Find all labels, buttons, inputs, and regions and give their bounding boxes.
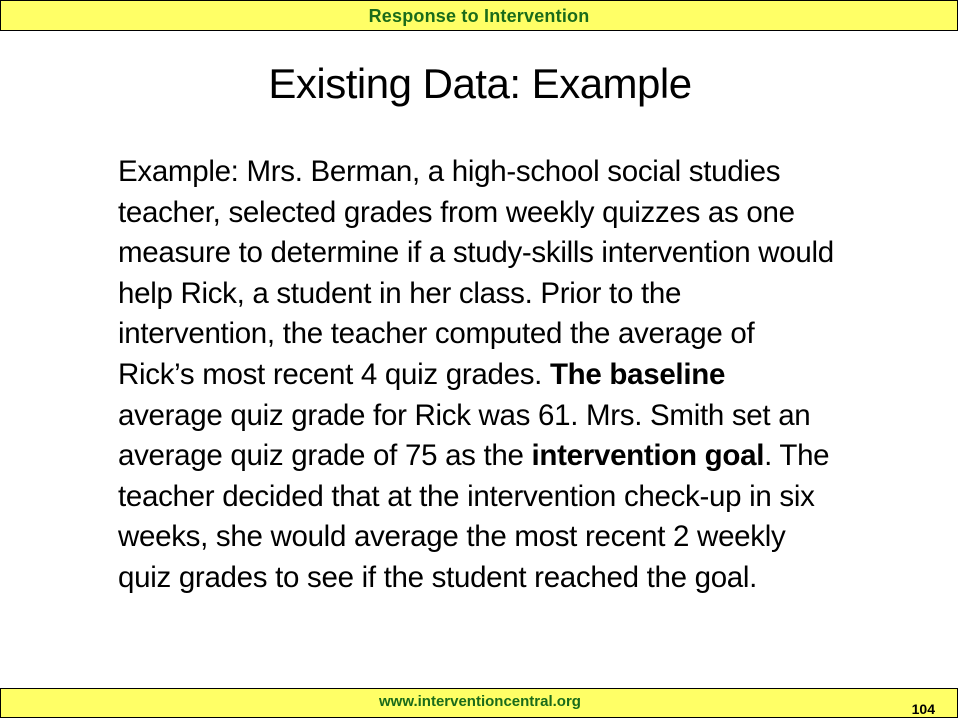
body-line xyxy=(118,274,918,315)
page-number: 104 xyxy=(911,701,935,717)
intervention-goal-emphasis: intervention goal xyxy=(531,439,765,473)
body-line xyxy=(118,152,918,193)
body-line xyxy=(118,558,918,599)
body-text-segment: Rick’s most recent 4 quiz grades. xyxy=(118,357,550,391)
slide-title: Existing Data: Example xyxy=(268,60,692,107)
footer-url: www.interventioncentral.org xyxy=(379,693,581,710)
baseline-emphasis: The baseline xyxy=(549,357,726,391)
header-bar xyxy=(0,0,958,31)
body-text-segment: weeks, she would average the most recent 2 weekly xyxy=(118,520,786,554)
footer-bar xyxy=(0,688,958,718)
body-line xyxy=(118,233,918,274)
body-line xyxy=(118,396,918,437)
body-text-segment: Example: Mrs. Berman, a high-school social studies xyxy=(118,155,781,188)
body-text-segment: quiz grades to see if the student reached the goal. xyxy=(118,560,758,594)
body-line xyxy=(118,193,918,234)
body-line xyxy=(118,436,918,477)
body-line xyxy=(118,517,918,558)
body-line xyxy=(118,314,918,355)
body-line xyxy=(118,355,918,396)
slide-body xyxy=(118,152,918,599)
body-text-segment: . The xyxy=(764,439,830,473)
body-text-segment: intervention, the teacher computed the average of xyxy=(118,317,755,351)
body-text-segment: teacher, selected grades from weekly quizzes as one xyxy=(118,195,795,229)
body-line xyxy=(118,477,918,518)
body-text-segment: average quiz grade for Rick was 61. Mrs. Smith set an xyxy=(118,398,811,432)
body-text-segment: average quiz grade of 75 as the xyxy=(118,439,532,473)
body-text-segment: help Rick, a student in her class. Prior to the xyxy=(118,276,682,310)
body-text-segment: measure to determine if a study-skills intervention would xyxy=(118,236,834,270)
header-title: Response to Intervention xyxy=(368,6,590,26)
body-text-segment: teacher decided that at the intervention check-up in six xyxy=(118,479,815,513)
